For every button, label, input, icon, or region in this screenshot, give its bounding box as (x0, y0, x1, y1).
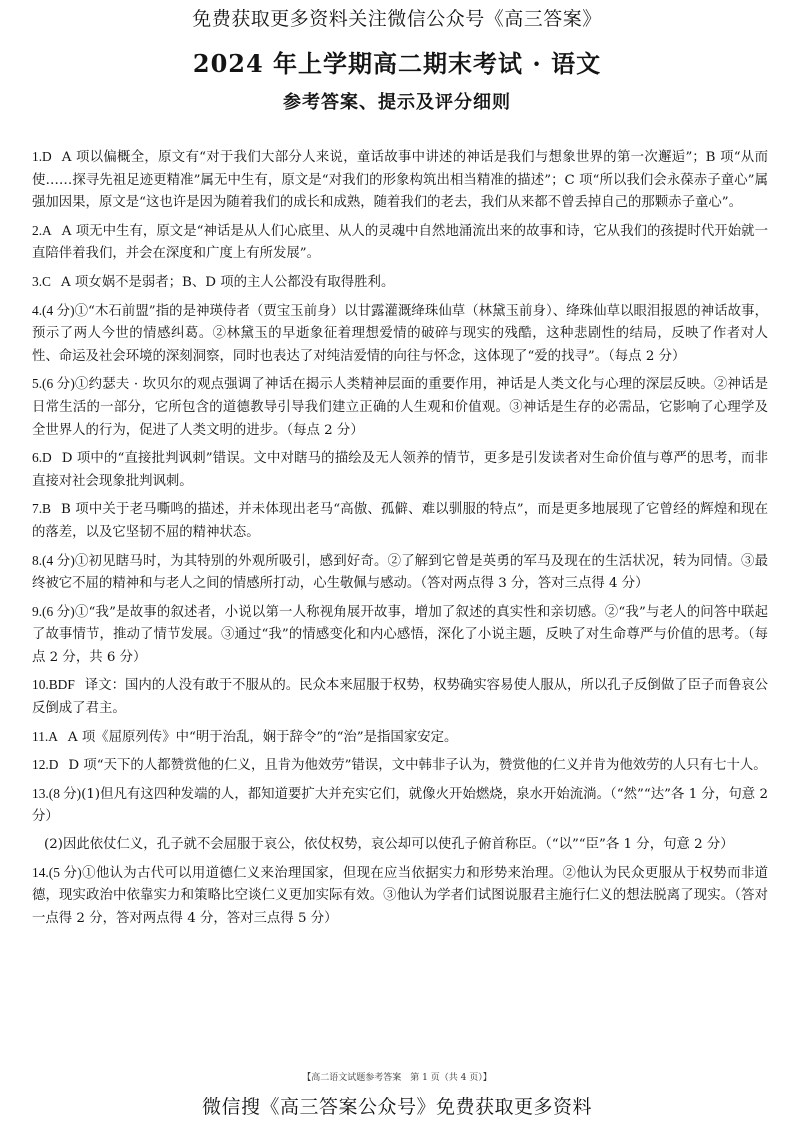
answer-text: ①约瑟夫 · 坎贝尔的观点强调了神话在揭示人类精神层面的重要作用，神话是人类文化与心理的深层反映。②神话是日常生活的一部分，它所包含的道德教导引导我们建立正确的人生观和价值观。③神话是生存的必需品，它影响了心理学及全世界人的行为，促进了人类文明的进步。（每点 2 分） (32, 377, 769, 438)
answer-item-3 (32, 271, 768, 295)
answer-text: D 项中的“直接批判讽刺”错误。文中对瞎马的描绘及无人领养的情节，更多是引发读者对生命价值与尊严的思考，而非直接对社会现象批判讽刺。 (32, 451, 768, 489)
answer-number: 5.(6 分) (32, 376, 75, 392)
answer-list (32, 146, 768, 935)
answer-number: 6.D (32, 450, 52, 466)
answer-item-11 (32, 726, 768, 750)
answer-number: 8.(4 分) (32, 552, 75, 568)
answer-item-1 (32, 146, 768, 215)
answer-number: 13.(8 分) (32, 785, 82, 801)
answer-number: 2.A (32, 222, 52, 238)
answer-number: 12.D (32, 757, 59, 773)
answer-item-12 (32, 754, 768, 778)
watermark-bottom-text: 微信搜《高三答案公众号》免费获取更多资料 (201, 1096, 592, 1118)
answer-item-10 (32, 674, 768, 720)
answer-number: 10.BDF (32, 677, 75, 693)
answer-item-2 (32, 220, 768, 266)
answer-text: A 项《屈原列传》中“明于治乱，娴于辞令”的“治”是指国家安定。 (67, 729, 458, 745)
answer-text: A 项女娲不是弱者；B、D 项的主人公都没有取得胜利。 (60, 274, 395, 290)
answer-number: 7.B (32, 501, 51, 517)
answer-item-9 (32, 601, 768, 670)
page-footer: 【高二语文试题参考答案 第 1 页（共 4 页）】 (302, 1073, 492, 1083)
answer-text: A 项以偏概全，原文有“对于我们大部分人来说，童话故事中讲述的神话是我们与想象世界的第一次邂逅”；B 项“从而使……探寻先祖足迹更精准”属无中生有，原文是“对我们的形象构筑出相当精准的描述”；C 项“所以我们会永葆赤子童心”属强加因果，原文是“这也许是因为随着我们的成长和成熟，随着我们的老去，我们从来都不曾丢掉自己的那颗赤子童心”。 (32, 150, 768, 211)
watermark-top-text: 免费获取更多资料关注微信公众号《高三答案》 (192, 8, 602, 30)
answer-item-8 (32, 550, 768, 596)
answer-number: 4.(4 分) (32, 302, 75, 318)
answer-number: 14.(5 分) (32, 864, 82, 880)
answer-text: ①初见瞎马时，为其特别的外观所吸引，感到好奇。②了解到它曾是英勇的军马及现在的生活状况，转为同情。③最终被它不屈的精神和与老人之间的情感所打动，心生敬佩与感动。（答对两点得 3 分，答对三点得 4 分） (32, 553, 768, 592)
answer-text: A 项无中生有，原文是“神话是从人们心底里、从人的灵魂中自然地涌流出来的故事和诗，它从我们的孩提时代开始就一直陪伴着我们，并会在深度和广度上有所发展”。 (32, 223, 768, 262)
answer-text: B 项中关于老马嘶鸣的描述，并未体现出老马“高傲、孤僻、难以驯服的特点”，而是更多地展现了它曾经的辉煌和现在的落差，以及它坚韧不屈的精神状态。 (32, 502, 768, 540)
answer-text: D 项“天下的人都赞赏他的仁义，且肯为他效劳”错误，文中韩非子认为，赞赏他的仁义并肯为他效劳的人只有七十人。 (68, 758, 767, 774)
answer-text: (2)因此依仗仁义，孔子就不会屈服于哀公，依仗权势，哀公却可以使孔子俯首称臣。（“以”“臣”各 1 分，句意 2 分） (44, 837, 734, 853)
answer-item-13 (32, 783, 768, 829)
answer-number: 9.(6 分) (32, 603, 75, 619)
answer-item-5 (32, 373, 768, 442)
answer-text: ①“木石前盟”指的是神瑛侍者（贾宝玉前身）以甘露灌溉绛珠仙草（林黛玉前身）、绛珠仙草以眼泪报恩的神话故事，预示了两人今世的情感纠葛。②林黛玉的早逝象征着理想爱情的破碎与现实的残酷，这种悲剧性的结局，反映了作者对人性、命运及社会环境的深刻洞察，同时也表达了对纯洁爱情的向往与怀念，这体现了“爱的找寻”。（每点 2 分） (32, 303, 768, 364)
answer-item-4 (32, 300, 768, 369)
page-subtitle: 参考答案、提示及评分细则 (283, 92, 511, 113)
answer-number: 1.D (32, 149, 52, 164)
answer-item-13-part-2 (32, 834, 768, 857)
answer-text: 译文：国内的人没有敢于不服从的。民众本来屈服于权势，权势确实容易使人服从，所以孔子反倒做了臣子而鲁哀公反倒成了君主。 (32, 678, 768, 717)
answer-number: 11.A (32, 728, 58, 744)
answer-item-6 (32, 447, 768, 493)
answer-text: ①他认为古代可以用道德仁义来治理国家，但现在应当依据实力和形势来治理。②他认为民众更服从于权势而非道德，现实政治中依靠实力和策略比空谈仁义更加实际有效。③他认为学者们试图说服君主施行仁义的想法脱离了现实。（答对一点得 2 分，答对两点得 4 分，答对三点得 5 分） (32, 865, 768, 926)
answer-item-7 (32, 498, 768, 544)
answer-number: 3.C (32, 273, 51, 289)
answer-text: ①“我”是故事的叙述者，小说以第一人称视角展开故事，增加了叙述的真实性和亲切感。②“我”与老人的问答中联起了故事情节，推动了情节发展。③通过“我”的情感变化和内心感悟，深化了小说主题，反映了对生命尊严与价值的思考。（每点 2 分，共 6 分） (32, 604, 768, 665)
answer-item-14 (32, 862, 768, 931)
answer-text: (1)但凡有这四种发端的人，都知道要扩大并充实它们，就像火开始燃烧，泉水开始流淌。（“然”“达”各 1 分，句意 2 分） (32, 786, 768, 825)
page-title: 2024 年上学期高二期末考试 · 语文 (192, 49, 602, 78)
